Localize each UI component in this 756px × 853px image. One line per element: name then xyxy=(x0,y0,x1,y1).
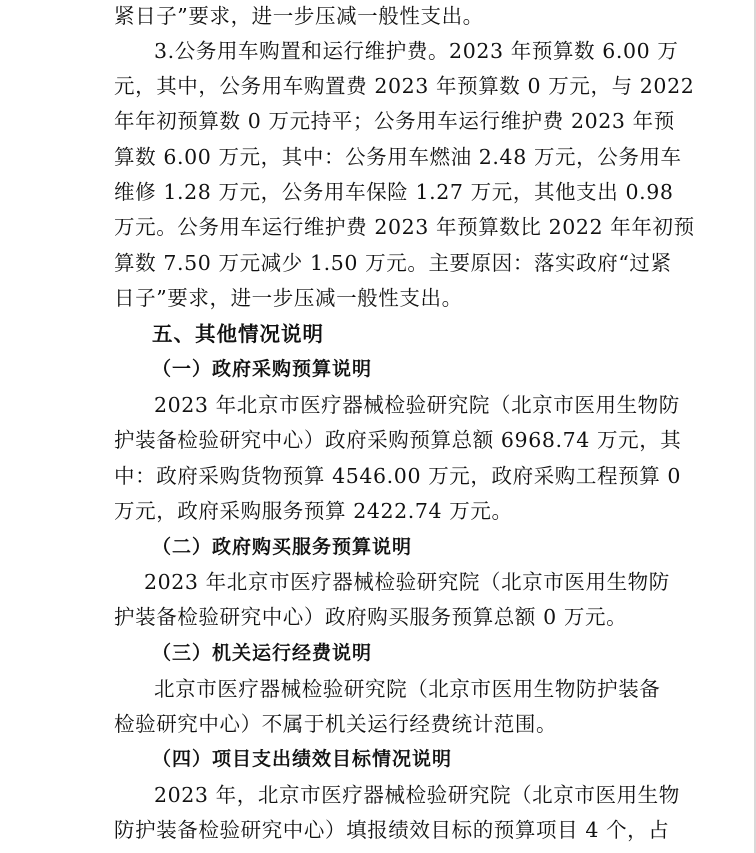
paragraph-line: 日子”要求，进一步压减一般性支出。 xyxy=(114,286,463,310)
paragraph-line: 护装备检验研究中心）政府购买服务预算总额 0 万元。 xyxy=(114,605,628,629)
paragraph-line: 万元，政府采购服务预算 2422.74 万元。 xyxy=(114,499,513,523)
paragraph-line: 紧日子”要求，进一步压减一般性支出。 xyxy=(114,4,484,28)
paragraph-line: 3.公务用车购置和运行维护费。2023 年预算数 6.00 万 xyxy=(154,39,679,63)
paragraph-line: 万元。公务用车运行维护费 2023 年预算数比 2022 年年初预 xyxy=(114,215,695,239)
paragraph-line: 2023 年，北京市医疗器械检验研究院（北京市医用生物 xyxy=(154,783,680,807)
paragraph-line: 维修 1.28 万元，公务用车保险 1.27 万元，其他支出 0.98 xyxy=(114,180,674,204)
paragraph-line: 北京市医疗器械检验研究院（北京市医用生物防护装备 xyxy=(154,677,661,701)
subsection-heading: （三）机关运行经费说明 xyxy=(152,642,373,664)
paragraph-line: 护装备检验研究中心）政府采购预算总额 6968.74 万元，其 xyxy=(114,428,682,452)
paragraph-line: 算数 6.00 万元，其中：公务用车燃油 2.48 万元，公务用车 xyxy=(114,145,682,169)
section-heading: 五、其他情况说明 xyxy=(152,322,324,346)
subsection-heading: （二）政府购买服务预算说明 xyxy=(152,536,413,558)
paragraph-line: 元，其中，公务用车购置费 2023 年预算数 0 万元，与 2022 xyxy=(114,74,695,98)
paragraph-line: 防护装备检验研究中心）填报绩效目标的预算项目 4 个，占 xyxy=(114,818,670,842)
paragraph-line: 中：政府采购货物预算 4546.00 万元，政府采购工程预算 0 xyxy=(114,464,682,488)
paragraph-line: 2023 年北京市医疗器械检验研究院（北京市医用生物防 xyxy=(144,570,670,594)
paragraph-line: 检验研究中心）不属于机关运行经费统计范围。 xyxy=(114,712,558,736)
subsection-heading: （四）项目支出绩效目标情况说明 xyxy=(152,748,453,770)
paragraph-line: 2023 年北京市医疗器械检验研究院（北京市医用生物防 xyxy=(154,393,680,417)
paragraph-line: 年年初预算数 0 万元持平；公务用车运行维护费 2023 年预 xyxy=(114,109,675,133)
subsection-heading: （一）政府采购预算说明 xyxy=(152,358,373,380)
paragraph-line: 算数 7.50 万元减少 1.50 万元。主要原因：落实政府“过紧 xyxy=(114,251,672,275)
